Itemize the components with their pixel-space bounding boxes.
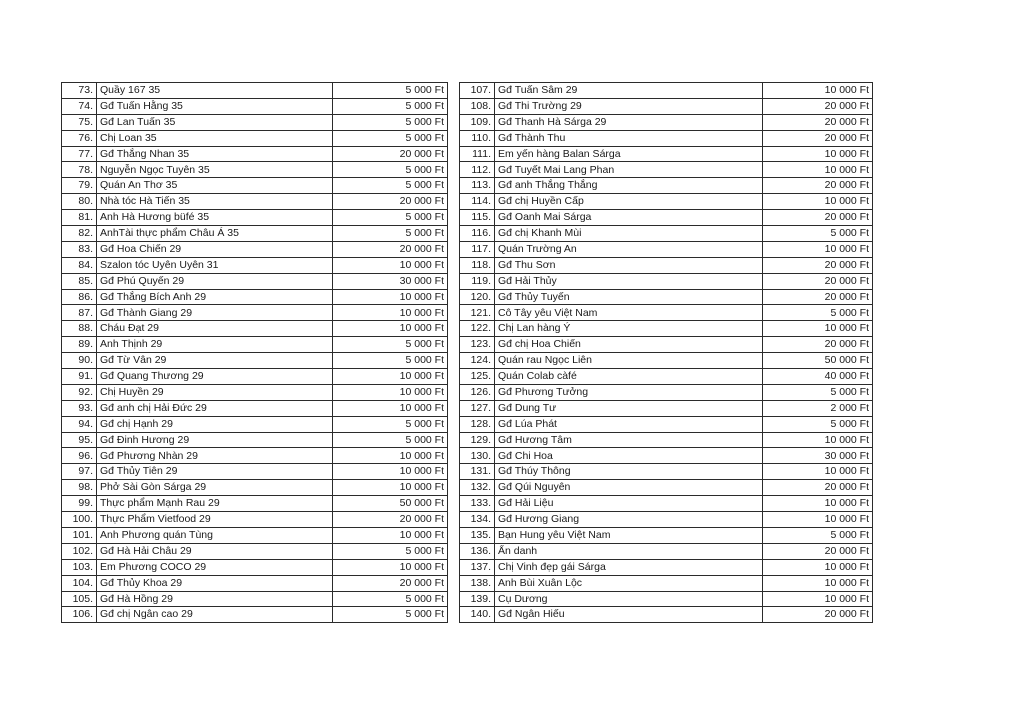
row-number: 130. <box>460 448 495 464</box>
table-row <box>62 416 448 432</box>
row-number: 103. <box>62 559 97 575</box>
donation-amount: 5 000 Ft <box>763 305 873 321</box>
donor-name: Nhà tóc Hà Tiến 35 <box>97 194 333 210</box>
donor-name: Thực phẩm Mạnh Rau 29 <box>97 496 333 512</box>
row-number: 134. <box>460 512 495 528</box>
donor-name: Em yến hàng Balan Sárga <box>495 146 763 162</box>
row-number: 122. <box>460 321 495 337</box>
table-row <box>62 369 448 385</box>
row-number: 128. <box>460 416 495 432</box>
table-row <box>460 321 873 337</box>
table-row <box>460 162 873 178</box>
donation-amount: 20 000 Ft <box>763 178 873 194</box>
donor-name: Cô Tây yêu Việt Nam <box>495 305 763 321</box>
table-row <box>62 289 448 305</box>
table-row <box>460 337 873 353</box>
row-number: 116. <box>460 226 495 242</box>
donor-name: Gđ Chi Hoa <box>495 448 763 464</box>
table-row <box>460 591 873 607</box>
row-number: 89. <box>62 337 97 353</box>
donation-amount: 10 000 Ft <box>763 512 873 528</box>
row-number: 104. <box>62 575 97 591</box>
row-number: 93. <box>62 400 97 416</box>
donation-amount: 10 000 Ft <box>333 321 448 337</box>
row-number: 125. <box>460 369 495 385</box>
row-number: 131. <box>460 464 495 480</box>
donation-amount: 20 000 Ft <box>763 480 873 496</box>
row-number: 119. <box>460 273 495 289</box>
table-row <box>460 400 873 416</box>
table-row <box>62 130 448 146</box>
row-number: 140. <box>460 607 495 623</box>
donation-amount: 5 000 Ft <box>333 83 448 99</box>
donation-amount: 40 000 Ft <box>763 369 873 385</box>
donation-amount: 10 000 Ft <box>763 496 873 512</box>
donor-name: Phở Sài Gòn Sárga 29 <box>97 480 333 496</box>
table-row <box>460 369 873 385</box>
table-row <box>62 607 448 623</box>
donation-amount: 10 000 Ft <box>333 384 448 400</box>
row-number: 111. <box>460 146 495 162</box>
donation-amount: 5 000 Ft <box>763 527 873 543</box>
donation-amount: 10 000 Ft <box>763 194 873 210</box>
donation-amount: 20 000 Ft <box>763 257 873 273</box>
donation-amount: 20 000 Ft <box>763 130 873 146</box>
donor-name: Chị Lan hàng Ý <box>495 321 763 337</box>
donor-name: Bạn Hung yêu Việt Nam <box>495 527 763 543</box>
donation-amount: 5 000 Ft <box>333 98 448 114</box>
table-row <box>460 448 873 464</box>
donation-amount: 5 000 Ft <box>763 416 873 432</box>
row-number: 113. <box>460 178 495 194</box>
donation-amount: 30 000 Ft <box>763 448 873 464</box>
row-number: 97. <box>62 464 97 480</box>
row-number: 74. <box>62 98 97 114</box>
row-number: 109. <box>460 114 495 130</box>
donor-name: Gđ Phú Quyến 29 <box>97 273 333 289</box>
donation-amount: 20 000 Ft <box>763 98 873 114</box>
donation-amount: 5 000 Ft <box>763 226 873 242</box>
donation-amount: 20 000 Ft <box>763 337 873 353</box>
donation-amount: 20 000 Ft <box>763 543 873 559</box>
donor-name: Ẩn danh <box>495 543 763 559</box>
donor-name: Nguyễn Ngọc Tuyên 35 <box>97 162 333 178</box>
donor-name: Thực Phẩm Vietfood 29 <box>97 512 333 528</box>
table-row <box>460 210 873 226</box>
donation-amount: 10 000 Ft <box>763 83 873 99</box>
donation-amount: 5 000 Ft <box>333 337 448 353</box>
donor-name: Gđ Tuấn Hằng 35 <box>97 98 333 114</box>
donor-name: Gđ Hương Giang <box>495 512 763 528</box>
table-row <box>62 257 448 273</box>
row-number: 76. <box>62 130 97 146</box>
donor-name: Gđ anh chị Hải Đức 29 <box>97 400 333 416</box>
donation-amount: 10 000 Ft <box>333 289 448 305</box>
table-row <box>460 98 873 114</box>
donation-amount: 5 000 Ft <box>333 416 448 432</box>
donation-amount: 50 000 Ft <box>333 496 448 512</box>
donor-name: Gđ Ngân Hiếu <box>495 607 763 623</box>
donor-table-right <box>459 82 873 623</box>
table-row <box>62 241 448 257</box>
table-row <box>62 162 448 178</box>
table-row <box>460 289 873 305</box>
donation-amount: 20 000 Ft <box>333 194 448 210</box>
row-number: 80. <box>62 194 97 210</box>
donor-name: Gđ Thủy Tiên 29 <box>97 464 333 480</box>
donor-name: Gđ anh Thắng Thắng <box>495 178 763 194</box>
donor-name: Gđ Hà Hải Châu 29 <box>97 543 333 559</box>
donation-amount: 10 000 Ft <box>333 448 448 464</box>
donor-name: Gđ Phương Tưởng <box>495 384 763 400</box>
table-row <box>62 464 448 480</box>
row-number: 92. <box>62 384 97 400</box>
donor-name: Gđ Tuyết Mai Lang Phan <box>495 162 763 178</box>
donor-name: Em Phương COCO 29 <box>97 559 333 575</box>
donor-name: Anh Phương quán Tùng <box>97 527 333 543</box>
row-number: 124. <box>460 353 495 369</box>
table-row <box>460 559 873 575</box>
table-row <box>460 83 873 99</box>
donation-amount: 10 000 Ft <box>763 464 873 480</box>
donor-name: Gđ Thanh Hà Sárga 29 <box>495 114 763 130</box>
donation-amount: 5 000 Ft <box>333 178 448 194</box>
row-number: 81. <box>62 210 97 226</box>
donor-name: Cụ Dương <box>495 591 763 607</box>
table-row <box>460 607 873 623</box>
table-row <box>62 543 448 559</box>
table-row <box>460 496 873 512</box>
table-row <box>62 512 448 528</box>
table-row <box>460 146 873 162</box>
donation-amount: 10 000 Ft <box>763 591 873 607</box>
table-row <box>460 305 873 321</box>
donation-amount: 30 000 Ft <box>333 273 448 289</box>
row-number: 78. <box>62 162 97 178</box>
donation-amount: 5 000 Ft <box>333 591 448 607</box>
donation-amount: 5 000 Ft <box>333 162 448 178</box>
donor-name: Gđ chị Khanh Mùi <box>495 226 763 242</box>
row-number: 91. <box>62 369 97 385</box>
donation-amount: 10 000 Ft <box>763 162 873 178</box>
table-row <box>62 384 448 400</box>
table-row <box>460 241 873 257</box>
donor-name: Gđ Phương Nhàn 29 <box>97 448 333 464</box>
donor-name: Gđ Thành Thu <box>495 130 763 146</box>
donor-name: Gđ Thắng Nhan 35 <box>97 146 333 162</box>
table-row <box>62 321 448 337</box>
row-number: 73. <box>62 83 97 99</box>
row-number: 110. <box>460 130 495 146</box>
donation-amount: 5 000 Ft <box>333 226 448 242</box>
row-number: 95. <box>62 432 97 448</box>
row-number: 136. <box>460 543 495 559</box>
table-row <box>460 194 873 210</box>
donation-amount: 10 000 Ft <box>333 464 448 480</box>
donor-table-left <box>61 82 448 623</box>
donation-amount: 20 000 Ft <box>333 575 448 591</box>
row-number: 127. <box>460 400 495 416</box>
donation-amount: 20 000 Ft <box>763 210 873 226</box>
donor-name: Szalon tóc Uyên Uyên 31 <box>97 257 333 273</box>
donor-name: Chị Huyền 29 <box>97 384 333 400</box>
row-number: 123. <box>460 337 495 353</box>
table-row <box>460 384 873 400</box>
table-row <box>62 83 448 99</box>
donor-name: Quán An Thơ 35 <box>97 178 333 194</box>
row-number: 82. <box>62 226 97 242</box>
table-row <box>62 305 448 321</box>
table-row <box>62 432 448 448</box>
donor-name: Gđ Hương Tâm <box>495 432 763 448</box>
donation-amount: 20 000 Ft <box>763 607 873 623</box>
donor-name: Gđ chị Ngân cao 29 <box>97 607 333 623</box>
donor-name: Gđ Lúa Phát <box>495 416 763 432</box>
donor-name: Gđ Hà Hồng 29 <box>97 591 333 607</box>
donor-name: Gđ Thắng Bích Anh 29 <box>97 289 333 305</box>
row-number: 132. <box>460 480 495 496</box>
donation-amount: 10 000 Ft <box>333 480 448 496</box>
row-number: 112. <box>460 162 495 178</box>
table-row <box>62 527 448 543</box>
donation-amount: 10 000 Ft <box>763 241 873 257</box>
table-row <box>62 337 448 353</box>
table-row <box>62 273 448 289</box>
table-row <box>62 226 448 242</box>
donor-name: Gđ Hoa Chiến 29 <box>97 241 333 257</box>
row-number: 107. <box>460 83 495 99</box>
donation-amount: 5 000 Ft <box>333 353 448 369</box>
table-row <box>460 543 873 559</box>
table-row <box>62 146 448 162</box>
donor-name: Gđ Từ Vân 29 <box>97 353 333 369</box>
table-row <box>62 178 448 194</box>
donor-name: Chị Vinh đẹp gái Sárga <box>495 559 763 575</box>
donation-amount: 10 000 Ft <box>763 575 873 591</box>
row-number: 85. <box>62 273 97 289</box>
row-number: 94. <box>62 416 97 432</box>
row-number: 99. <box>62 496 97 512</box>
donation-amount: 5 000 Ft <box>333 210 448 226</box>
row-number: 114. <box>460 194 495 210</box>
row-number: 88. <box>62 321 97 337</box>
donor-name: Quán Colab càfé <box>495 369 763 385</box>
row-number: 87. <box>62 305 97 321</box>
row-number: 75. <box>62 114 97 130</box>
table-row <box>62 559 448 575</box>
donation-amount: 20 000 Ft <box>763 273 873 289</box>
row-number: 108. <box>460 98 495 114</box>
donor-name: Anh Thịnh 29 <box>97 337 333 353</box>
donor-name: Gđ Tuấn Sâm 29 <box>495 83 763 99</box>
row-number: 77. <box>62 146 97 162</box>
table-row <box>62 114 448 130</box>
donation-amount: 5 000 Ft <box>333 432 448 448</box>
donor-name: Gđ Dung Tư <box>495 400 763 416</box>
table-row <box>460 575 873 591</box>
row-number: 96. <box>62 448 97 464</box>
table-row <box>460 416 873 432</box>
table-row <box>460 226 873 242</box>
table-row <box>62 400 448 416</box>
donation-amount: 5 000 Ft <box>333 543 448 559</box>
donor-name: Gđ chị Hạnh 29 <box>97 416 333 432</box>
table-row <box>62 210 448 226</box>
donation-amount: 10 000 Ft <box>763 432 873 448</box>
donation-amount: 5 000 Ft <box>333 607 448 623</box>
row-number: 137. <box>460 559 495 575</box>
donor-name: Gđ Oanh Mai Sárga <box>495 210 763 226</box>
donation-amount: 10 000 Ft <box>333 305 448 321</box>
row-number: 118. <box>460 257 495 273</box>
table-row <box>460 273 873 289</box>
table-row <box>460 257 873 273</box>
donor-name: Gđ Thủy Khoa 29 <box>97 575 333 591</box>
donor-name: Anh Bùi Xuân Lộc <box>495 575 763 591</box>
donor-name: Gđ Lan Tuấn 35 <box>97 114 333 130</box>
table-row <box>62 496 448 512</box>
donation-amount: 10 000 Ft <box>333 400 448 416</box>
donor-name: Gđ chị Huyền Cấp <box>495 194 763 210</box>
donor-name: Gđ Thi Trường 29 <box>495 98 763 114</box>
donor-name: Gđ Hải Liệu <box>495 496 763 512</box>
table-row <box>62 575 448 591</box>
row-number: 90. <box>62 353 97 369</box>
table-row <box>460 178 873 194</box>
donor-name: Gđ Thành Giang 29 <box>97 305 333 321</box>
row-number: 100. <box>62 512 97 528</box>
donor-name: Quầy 167 35 <box>97 83 333 99</box>
donor-name: Gđ Quang Thương 29 <box>97 369 333 385</box>
row-number: 101. <box>62 527 97 543</box>
donation-amount: 20 000 Ft <box>763 114 873 130</box>
donor-name: Gđ Hải Thủy <box>495 273 763 289</box>
table-row <box>460 480 873 496</box>
donation-amount: 5 000 Ft <box>763 384 873 400</box>
table-row <box>62 591 448 607</box>
donor-name: AnhTài thực phẩm Châu Á 35 <box>97 226 333 242</box>
donation-amount: 10 000 Ft <box>333 257 448 273</box>
table-row <box>62 448 448 464</box>
table-row <box>460 114 873 130</box>
row-number: 135. <box>460 527 495 543</box>
table-row <box>62 480 448 496</box>
table-row <box>460 353 873 369</box>
donor-name: Gđ Thúy Thông <box>495 464 763 480</box>
donation-amount: 20 000 Ft <box>763 289 873 305</box>
table-row <box>460 527 873 543</box>
donor-name: Chị Loan 35 <box>97 130 333 146</box>
row-number: 105. <box>62 591 97 607</box>
donor-name: Gđ chị Hoa Chiến <box>495 337 763 353</box>
row-number: 121. <box>460 305 495 321</box>
table-row <box>62 194 448 210</box>
row-number: 79. <box>62 178 97 194</box>
donation-amount: 50 000 Ft <box>763 353 873 369</box>
donation-amount: 10 000 Ft <box>333 369 448 385</box>
donor-name: Gđ Thủy Tuyến <box>495 289 763 305</box>
table-row <box>460 130 873 146</box>
row-number: 98. <box>62 480 97 496</box>
row-number: 133. <box>460 496 495 512</box>
donation-amount: 20 000 Ft <box>333 241 448 257</box>
row-number: 129. <box>460 432 495 448</box>
table-row <box>460 432 873 448</box>
row-number: 115. <box>460 210 495 226</box>
donation-amount: 10 000 Ft <box>333 559 448 575</box>
donation-amount: 2 000 Ft <box>763 400 873 416</box>
donation-amount: 20 000 Ft <box>333 512 448 528</box>
row-number: 83. <box>62 241 97 257</box>
donor-name: Quán rau Ngọc Liên <box>495 353 763 369</box>
row-number: 86. <box>62 289 97 305</box>
donor-name: Quán Trường An <box>495 241 763 257</box>
donor-name: Gđ Qúi Nguyên <box>495 480 763 496</box>
donation-amount: 5 000 Ft <box>333 130 448 146</box>
table-row <box>62 353 448 369</box>
table-row <box>460 464 873 480</box>
donor-name: Gđ Đinh Hương 29 <box>97 432 333 448</box>
donation-amount: 10 000 Ft <box>333 527 448 543</box>
row-number: 102. <box>62 543 97 559</box>
row-number: 138. <box>460 575 495 591</box>
donor-name: Anh Hà Hương büfé 35 <box>97 210 333 226</box>
donor-name: Cháu Đạt 29 <box>97 321 333 337</box>
donation-amount: 10 000 Ft <box>763 146 873 162</box>
donor-name: Gđ Thu Sơn <box>495 257 763 273</box>
table-row <box>460 512 873 528</box>
row-number: 117. <box>460 241 495 257</box>
donation-amount: 10 000 Ft <box>763 559 873 575</box>
donation-amount: 5 000 Ft <box>333 114 448 130</box>
row-number: 120. <box>460 289 495 305</box>
donation-amount: 20 000 Ft <box>333 146 448 162</box>
row-number: 139. <box>460 591 495 607</box>
row-number: 106. <box>62 607 97 623</box>
table-row <box>62 98 448 114</box>
row-number: 84. <box>62 257 97 273</box>
donation-amount: 10 000 Ft <box>763 321 873 337</box>
row-number: 126. <box>460 384 495 400</box>
